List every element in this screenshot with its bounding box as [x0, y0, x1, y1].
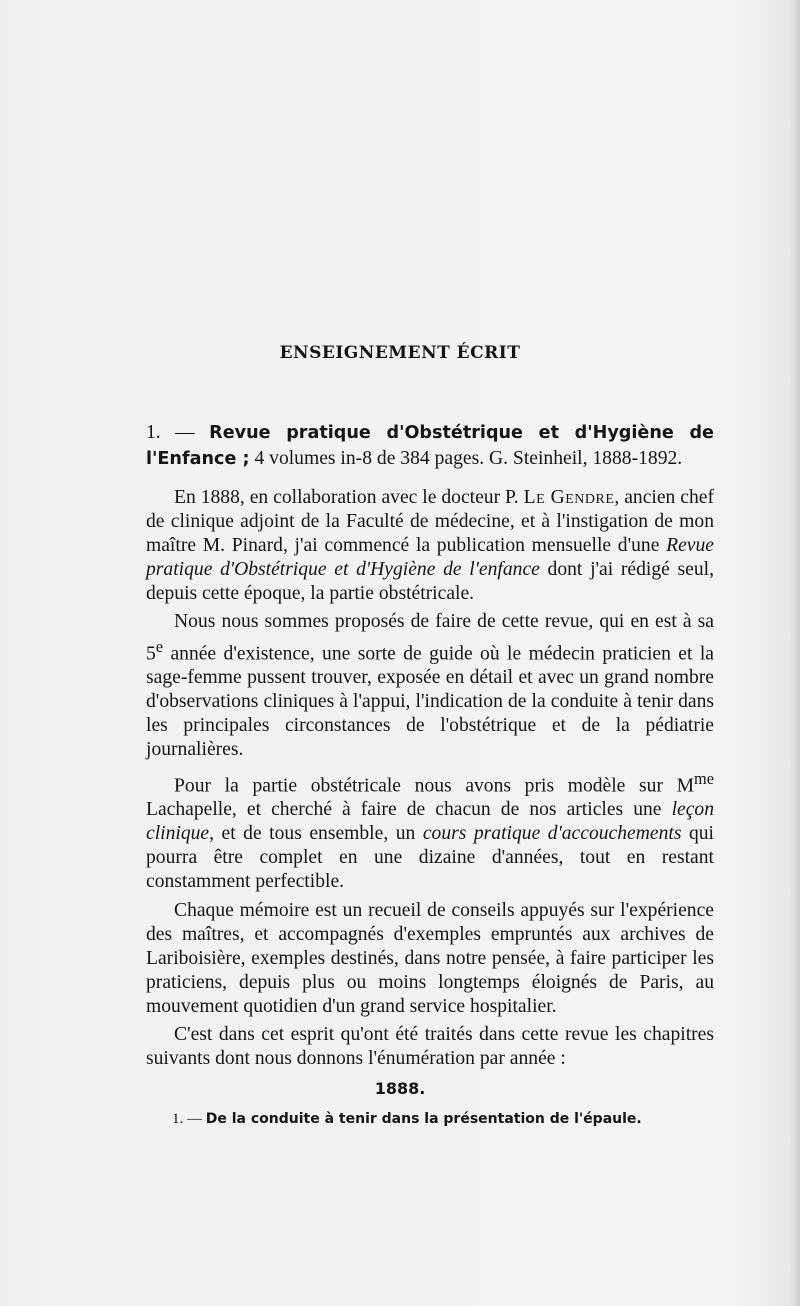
paragraph-text: Pour la partie obstétricale nous avons pris modèle sur M: [174, 775, 695, 797]
sub-item-number: 1. —: [172, 1111, 206, 1127]
paragraph-text: , et de tous ensemble, un: [209, 823, 423, 845]
paragraph-text: Nous nous sommes proposés de faire de cette revue, qui en est à sa 5: [146, 611, 714, 665]
paragraph-text: qui pourra être complet en une dizaine d'années, tout en restant constamment perfectible.: [146, 823, 714, 893]
paragraph-text: En 1888, en collaboration avec le docteur P.: [174, 487, 524, 508]
paragraph-3: [146, 767, 714, 895]
superscript: e: [155, 636, 164, 656]
journal-title: Revue pratique d'Obstétrique et d'Hygiène de l'enfance: [146, 535, 714, 581]
item-1-heading: [146, 420, 714, 472]
sub-item-1: [172, 1111, 642, 1128]
author-name: Le Gendre: [523, 487, 615, 508]
paragraph-2: [146, 610, 714, 762]
item-details: 4 volumes in-8 de 384 pages. G. Steinheil, 1888-1892.: [249, 448, 683, 469]
paragraph-1: [146, 486, 714, 606]
main-text: [146, 420, 714, 1075]
emphasis-cours: cours pratique d'accouchements: [422, 823, 682, 845]
paragraph-text: dont j'ai rédigé seul, depuis cette époque, la partie obstétricale.: [146, 559, 714, 605]
item-title: Revue pratique d'Obstétrique et d'Hygiène de l'Enfance ;: [146, 423, 714, 469]
paragraph-5: C'est dans cet esprit qu'ont été traités dans cette revue les chapitres suivants dont nous donnons l'énumération par année :: [146, 1024, 714, 1070]
paragraph-text: année d'existence, une sorte de guide où le médecin praticien et la sage-femme pussent trouver, exposée en détail et avec un grand nombre d'observations cliniques à l'appui, l'indication de la conduite à tenir dans les principales circonstances de l'obstétrique et de la pédiatrie journalières.: [146, 643, 714, 761]
emphasis-lecon: leçon clinique: [146, 799, 714, 845]
item-number: 1. —: [146, 422, 210, 443]
superscript: me: [694, 768, 714, 788]
section-title: ENSEIGNEMENT ÉCRIT: [279, 343, 521, 363]
paragraph-4: Chaque mémoire est un recueil de conseils appuyés sur l'expérience des maîtres, et accompagnés d'exemples empruntés aux archives de Lariboisière, exemples destinés, dans notre pensée, à faire participer les praticiens, depuis plus ou moins longtemps éloignés de Paris, au mouvement quotidien d'un grand service hospitalier.: [146, 899, 714, 1017]
page-edge-shadow: [790, 0, 800, 1306]
paragraph-text: , ancien chef de clinique adjoint de la Faculté de médecine, et à l'instigation de mon maître M. Pinard, j'ai commencé la publication mensuelle d'une: [146, 487, 715, 557]
sub-item-title: De la conduite à tenir dans la présentation de l'épaule.: [205, 1111, 642, 1127]
year-heading: 1888.: [374, 1079, 426, 1098]
paragraph-text: Lachapelle, et cherché à faire de chacun de nos articles une: [146, 799, 672, 821]
